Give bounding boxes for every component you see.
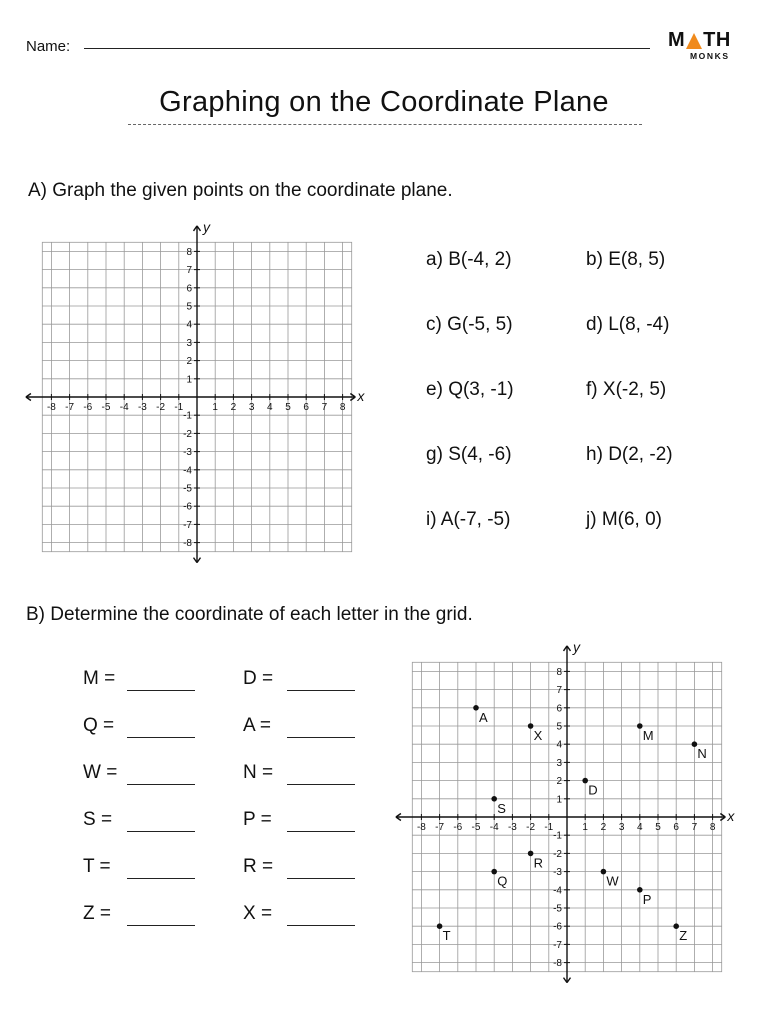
point-item-letter: f) — [586, 379, 603, 400]
point-w — [601, 869, 607, 875]
y-tick-label: -2 — [553, 848, 562, 860]
point-q — [491, 869, 497, 875]
y-tick-label: -3 — [183, 447, 192, 459]
y-tick-label: -5 — [553, 903, 562, 915]
point-item-coordinate: S(4, -6) — [448, 444, 512, 465]
section-a-instruction: A) Graph the given points on the coordinate plane. — [28, 180, 453, 201]
point-item-letter: e) — [426, 379, 449, 400]
y-tick-label: 4 — [186, 319, 192, 331]
y-tick-label: 8 — [186, 246, 192, 258]
x-tick-label: 3 — [618, 822, 625, 833]
x-tick-label: 8 — [339, 402, 346, 413]
point-z — [673, 923, 679, 929]
point-item-coordinate: B(-4, 2) — [448, 249, 512, 270]
point-label-t: T — [442, 928, 451, 944]
point-label-d: D — [588, 782, 598, 798]
y-tick-label: -3 — [553, 867, 562, 879]
y-tick-label: 3 — [556, 757, 562, 769]
point-s — [491, 796, 497, 802]
name-label: Name: — [26, 38, 71, 55]
y-tick-label: 5 — [186, 301, 192, 313]
x-tick-label: 3 — [248, 402, 255, 413]
y-tick-label: 7 — [556, 685, 562, 697]
point-label-x: X — [533, 728, 543, 743]
point-item-coordinate: A(-7, -5) — [440, 509, 511, 530]
x-tick-label: 4 — [267, 402, 273, 413]
point-r — [528, 851, 534, 857]
x-tick-label: 2 — [600, 822, 607, 833]
answer-label: A = — [243, 715, 271, 736]
answer-label: S = — [83, 809, 113, 830]
section-b-instruction: B) Determine the coordinate of each letter in the grid. — [26, 604, 473, 625]
y-tick-label: 2 — [556, 776, 562, 788]
point-item-letter: c) — [426, 314, 448, 335]
logo-text-th: TH — [703, 29, 731, 51]
y-tick-label: -8 — [183, 538, 192, 550]
point-item-coordinate: G(-5, 5) — [447, 314, 513, 335]
y-tick-label: -1 — [183, 410, 192, 422]
point-n — [692, 741, 698, 747]
point-item-letter: a) — [426, 249, 449, 270]
y-axis-label: y — [203, 218, 210, 235]
x-tick-label: 7 — [321, 402, 328, 413]
x-tick-label: 6 — [673, 822, 679, 833]
x-tick-label: 5 — [655, 822, 661, 833]
point-item-letter: g) — [426, 444, 449, 465]
point-item-letter: h) — [586, 444, 609, 465]
x-tick-label: 1 — [212, 402, 218, 413]
logo-text-m: M — [668, 29, 686, 51]
point-item-letter: d) — [586, 314, 609, 335]
x-tick-label: 4 — [637, 822, 643, 833]
answer-label: M = — [83, 668, 116, 689]
point-a — [473, 705, 479, 711]
x-tick-label: -3 — [137, 402, 147, 413]
point-x — [528, 723, 534, 729]
y-tick-label: -4 — [183, 465, 192, 477]
y-tick-label: 7 — [186, 265, 192, 277]
x-tick-label: 5 — [285, 402, 291, 413]
answer-label: P = — [243, 809, 272, 830]
answer-label: Q = — [83, 715, 115, 736]
point-label-m: M — [642, 728, 654, 743]
point-t — [437, 923, 443, 929]
y-tick-label: -8 — [553, 958, 562, 970]
x-tick-label: -2 — [156, 402, 166, 413]
y-tick-label: 2 — [186, 356, 192, 368]
x-tick-label: 2 — [230, 402, 237, 413]
answer-label: N = — [243, 762, 274, 783]
y-tick-label: -7 — [553, 939, 562, 951]
y-tick-label: 6 — [186, 283, 192, 295]
point-d — [582, 778, 588, 784]
point-item-letter: b) — [586, 249, 609, 270]
point-p — [637, 887, 643, 893]
point-label-p: P — [642, 891, 652, 907]
x-tick-label: -4 — [119, 402, 129, 413]
y-tick-label: -6 — [553, 921, 562, 933]
y-tick-label: 1 — [556, 794, 562, 806]
y-tick-label: -4 — [553, 885, 562, 897]
y-tick-label: 1 — [186, 374, 192, 386]
point-item-letter: j) — [586, 509, 602, 530]
point-label-s: S — [497, 800, 506, 816]
x-tick-label: -2 — [526, 822, 536, 833]
point-item-coordinate: Q(3, -1) — [448, 379, 514, 400]
answer-label: T = — [83, 856, 111, 877]
y-tick-label: 4 — [556, 739, 562, 751]
page-title: Graphing on the Coordinate Plane — [159, 86, 609, 118]
y-tick-label: 5 — [556, 721, 562, 733]
y-tick-label: -2 — [183, 428, 192, 440]
x-axis-label: x — [357, 388, 365, 404]
x-axis-label: x — [727, 808, 735, 824]
x-tick-label: -4 — [489, 822, 499, 833]
x-tick-label: -8 — [46, 402, 56, 413]
point-label-w: W — [606, 873, 619, 889]
x-tick-label: 1 — [582, 822, 588, 833]
x-tick-label: 8 — [709, 822, 716, 833]
x-tick-label: -8 — [416, 822, 426, 833]
point-label-a: A — [479, 709, 488, 725]
x-tick-label: -1 — [174, 402, 184, 413]
answer-label: X = — [243, 903, 273, 924]
point-item-letter: i) — [426, 509, 441, 530]
y-axis-label: y — [573, 638, 580, 655]
x-tick-label: -6 — [83, 402, 93, 413]
y-tick-label: 3 — [186, 337, 192, 349]
point-m — [637, 723, 643, 729]
point-item-coordinate: X(-2, 5) — [602, 379, 667, 400]
x-tick-label: 6 — [303, 402, 309, 413]
y-tick-label: -6 — [183, 501, 192, 513]
point-label-r: R — [533, 855, 543, 871]
x-tick-label: -7 — [65, 402, 75, 413]
point-item-coordinate: E(8, 5) — [608, 249, 666, 270]
answer-label: D = — [243, 668, 274, 689]
point-label-z: Z — [679, 928, 688, 944]
y-tick-label: -1 — [553, 830, 562, 842]
x-tick-label: -3 — [507, 822, 517, 833]
logo-subtext: MONKS — [690, 51, 730, 61]
x-tick-label: -6 — [453, 822, 463, 833]
point-item-coordinate: M(6, 0) — [601, 509, 663, 530]
answer-label: W = — [83, 762, 118, 783]
y-tick-label: 8 — [556, 666, 562, 678]
x-tick-label: -1 — [544, 822, 554, 833]
x-tick-label: -5 — [471, 822, 481, 833]
x-tick-label: -7 — [435, 822, 445, 833]
point-label-n: N — [697, 746, 707, 762]
y-tick-label: 6 — [556, 703, 562, 715]
point-item-coordinate: L(8, -4) — [608, 314, 670, 335]
x-tick-label: -5 — [101, 402, 111, 413]
point-item-coordinate: D(2, -2) — [608, 444, 673, 465]
answer-label: Z = — [83, 903, 111, 924]
y-tick-label: -7 — [183, 519, 192, 531]
point-label-q: Q — [497, 873, 508, 889]
y-tick-label: -5 — [183, 483, 192, 495]
x-tick-label: 7 — [691, 822, 698, 833]
answer-label: R = — [243, 856, 274, 877]
